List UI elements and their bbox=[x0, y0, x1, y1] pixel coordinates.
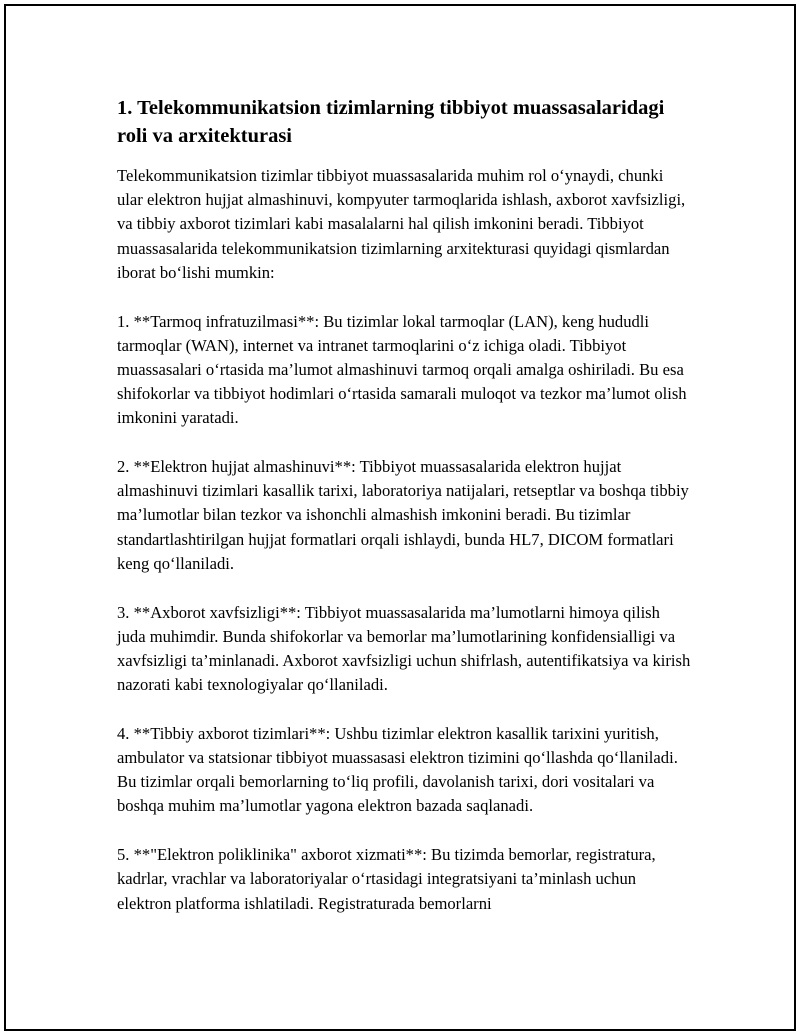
paragraph-electronic-document-exchange: 2. **Elektron hujjat almashinuvi**: Tibbiyot muassasalarida elektron hujjat almashinuvi tizimlari kasallik tarixi, laboratoriya natijalari, retseptlar va boshqa tibbiy ma’lumotlar bilan tezkor va ishonchli almashish imkonini beradi. Bu tizimlar standartlashtirilgan hujjat formatlari orqali ishlaydi, bunda HL7, DICOM formatlari keng qo‘llaniladi. bbox=[117, 457, 689, 573]
paragraph-medical-information-systems: 4. **Tibbiy axborot tizimlari**: Ushbu tizimlar elektron kasallik tarixini yuritish, ambulator va statsionar tibbiyot muassasasi elektron tizimini qo‘llashda qo‘llaniladi. Bu tizimlar orqali bemorlarning to‘liq profili, davolanish tarixi, dori vositalari va boshqa muhim ma’lumotlar yagona elektron bazada saqlanadi. bbox=[117, 723, 678, 816]
intro-paragraph: Telekommunikatsion tizimlar tibbiyot muassasalarida muhim rol o‘ynaydi, chunki ular elektron hujjat almashinuvi, kompyuter tarmoqlarida ishlash, axborot xavfsizligi, va tibbiy axborot tizimlari kabi masalalarni hal qilish imkonini beradi. Tibbiyot muassasalarida telekommunikatsion tizimlarning arxitekturasi quyidagi qismlardan iborat bo‘lishi mumkin: bbox=[117, 166, 686, 282]
paragraph-electronic-polyclinic: 5. **"Elektron poliklinika" axborot xizmati**: Bu tizimda bemorlar, registratura, kadrlar, vrachlar va laboratoriyalar o‘rtasidagi integratsiyani ta’minlash uchun elektron platforma ishlatiladi. Registraturada bemorlarni bbox=[117, 845, 656, 913]
paragraph-information-security: 3. **Axborot xavfsizligi**: Tibbiyot muassasalarida ma’lumotlarni himoya qilish juda muhimdir. Bunda shifokorlar va bemorlar ma’lumotlarining konfidensialligi va xavfsizligi ta’minlanadi. Axborot xavfsizligi uchun shifrlash, autentifikatsiya va kirish nazorati kabi texnologiyalar qo‘llaniladi. bbox=[117, 602, 691, 695]
section-heading: 1. Telekommunikatsion tizimlarning tibbiyot muassasalaridagi roli va arxitekturasi bbox=[117, 97, 665, 147]
paragraph-network-infrastructure: 1. **Tarmoq infratuzilmasi**: Bu tizimlar lokal tarmoqlar (LAN), keng hududli tarmoqlar (WAN), internet va intranet tarmoqlarini o‘z ichiga oladi. Tibbiyot muassasalari o‘rtasida ma’lumot almashinuvi tarmoq orqali amalga oshiriladi. Bu esa shifokorlar va tibbiyot hodimlari o‘rtasida samarali muloqot va tezkor ma’lumot olish imkonini yaratadi. bbox=[117, 311, 687, 428]
document-body bbox=[117, 94, 692, 940]
